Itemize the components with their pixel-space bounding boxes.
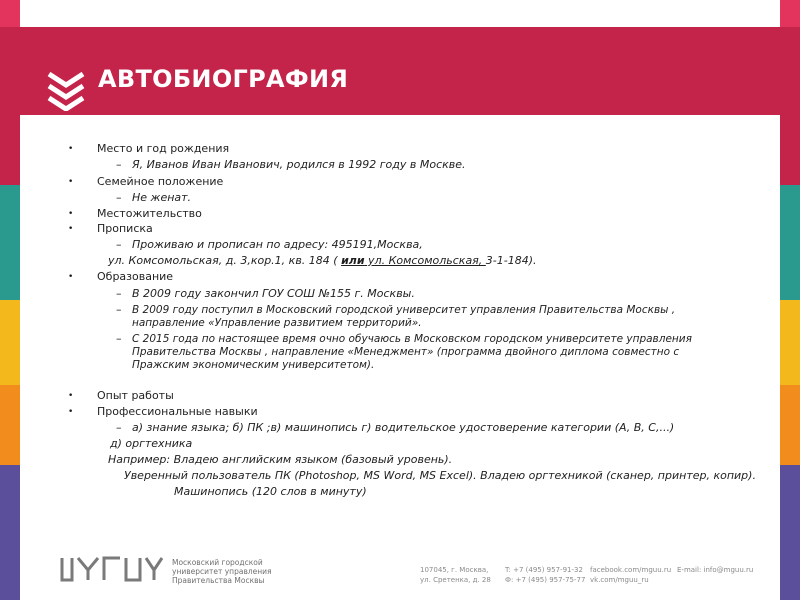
skills-item-2: д) оргтехника <box>110 437 193 450</box>
logo-line-3: Правительства Москвы <box>172 576 265 585</box>
education-label: Образование <box>97 270 174 283</box>
bullet: • <box>68 224 74 234</box>
skills-example: Например: Владею английским языком (базовый уровень). <box>108 453 453 466</box>
logo-line-2: университет управления <box>172 567 272 576</box>
family-value: Не женат. <box>132 191 192 204</box>
university-logo <box>60 556 164 582</box>
family-label: Семейное положение <box>97 175 224 188</box>
footer <box>0 548 800 588</box>
or-word: или <box>341 254 365 267</box>
triple-chevron-down-icon <box>46 71 86 111</box>
vk-link[interactable]: vk.com/mguu_ru <box>590 576 649 584</box>
address-line-2: ул. Сретенка, д. 28 <box>420 576 491 584</box>
address-link[interactable]: ул. Комсомольская, <box>364 254 486 267</box>
education-item-1: В 2009 году закончил ГОУ СОШ №155 г. Москвы. <box>132 287 415 300</box>
logo-line-1: Московский городской <box>172 558 263 567</box>
education-item-3a: С 2015 года по настоящее время очно обучаюсь в Московском городском университете управления <box>132 333 692 345</box>
dash: – <box>116 332 122 345</box>
registration-label: Прописка <box>97 222 153 235</box>
address-line-1: 107045, г. Москва, <box>420 566 489 574</box>
dash: – <box>116 303 122 316</box>
skills-typing: Машинопись (120 слов в минуту) <box>174 485 367 498</box>
phone-line: T: +7 (495) 957-91-32 <box>505 566 583 574</box>
bullet: • <box>68 144 74 154</box>
bullet: • <box>68 177 74 187</box>
fax-line: Ф: +7 (495) 957-75-77 <box>505 576 586 584</box>
dash: – <box>116 191 122 204</box>
registration-value: Проживаю и прописан по адресу: 495191,Москва, <box>132 238 423 251</box>
residence-label: Местожительство <box>97 207 202 220</box>
education-item-3b: Правительства Москвы , направление «Менеджмент» (программа двойного диплома совместно с <box>132 346 680 358</box>
dash: – <box>116 158 122 171</box>
birth-label: Место и год рождения <box>97 142 230 155</box>
registration-value-line2 <box>108 254 537 268</box>
address-part-end: 3-1-184). <box>485 254 537 267</box>
education-item-3c: Пражским экономическим университетом). <box>132 359 375 371</box>
bullet: • <box>68 391 74 401</box>
page-title: АВТОБИОГРАФИЯ <box>98 65 349 93</box>
dash: – <box>116 421 122 434</box>
birth-value: Я, Иванов Иван Иванович, родился в 1992 году в Москве. <box>132 158 466 171</box>
education-item-2a: В 2009 году поступил в Московский городской университет управления Правительства Москвы , <box>132 304 676 316</box>
dash: – <box>116 238 122 251</box>
bullet: • <box>68 272 74 282</box>
work-label: Опыт работы <box>97 389 174 402</box>
education-item-2b: направление «Управление развитием территорий». <box>132 317 422 329</box>
bullet: • <box>68 407 74 417</box>
facebook-link[interactable]: facebook.com/mguu.ru <box>590 566 672 574</box>
skills-item-1: а) знание языка; б) ПК ;в) машинопись г) водительское удостоверение категории (A, B, C,...) <box>132 421 675 434</box>
dash: – <box>116 287 122 300</box>
skills-pc: Уверенный пользователь ПК (Photoshop, MS Word, MS Excel). Владею оргтехникой (сканер, принтер, копир). <box>124 469 756 482</box>
address-part: ул. Комсомольская, д. 3,кор.1, кв. 184 ( <box>108 254 342 267</box>
bullet: • <box>68 209 74 219</box>
header-band <box>0 27 800 115</box>
email-link[interactable]: E-mail: info@mguu.ru <box>677 566 754 574</box>
skills-label: Профессиональные навыки <box>97 405 258 418</box>
